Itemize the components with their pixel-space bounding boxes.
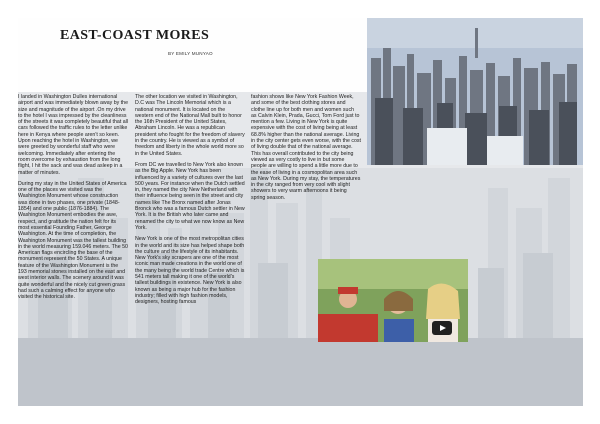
paragraph: fashion shows like New York Fashion Week, and some of the best clothing stores and clothe line up for both men and women such as Calvin Klein, Prada, Gucci, Tom Ford just to mention a few. Living in New York is quite expensive with the cost of living being at least 68.8% higher than the national average. Living in the city center gets even worse, with the cost of living double that of the national average. This has overall contributed to the city being viewed as very costly to live in but some people are willing to spend a little more due to the ease of living in a cosmopolitan area such as New York. During my stay, the temperatures in the city ranged from very cool with slight showers to very warm afternoons it being spring season.: [251, 94, 362, 201]
embedded-video[interactable]: [318, 259, 468, 342]
article-column-2: [135, 94, 245, 311]
article-column-1: [18, 94, 128, 306]
paragraph: I landed in Washington Dulles international airport and was immediately blown away by the size and magnitude of the airport .On my drive to the hotel I was impressed by the cleanliness of the streets it was completely beautiful that all cars followed the traffic rules to the letter unlike here in Kenya where people aren't so keen. Upon reaching the hotel in Washington, we were greeted by wonderful staff who were welcoming. Immediately after entering the room overcome by exhaustion from the long flight, I hit the sack and was dead asleep in a matter of minutes.: [18, 94, 129, 176]
article-column-3: [251, 94, 361, 206]
paragraph: New York is one of the most metropolitan cities in the world and its size has helped shape both the culture and the lifestyle of its inhabitants. New York's sky scrapers are one of the most iconic man made creations in the world one of the many being the world trade Centre which is 541 meters tall making it one of the world's tallest buildings in existence. New York is also known as being a major hub for the fashion industry; filled with high fashion models, designers, hosting famous: [135, 236, 245, 306]
article-title: EAST-COAST MORES: [60, 28, 210, 43]
article-byline: BY EMILY MUNYAO: [168, 51, 213, 56]
paragraph: From DC we travelled to New York also known as the Big Apple. New York has been influenced by a variety of cultures over the last 500 years. For instance when the Dutch settled in, they named the city New Netherland with their influence being seen in the street and city names like The Bronx named after Jonas Bronck who was a famous Dutch settler in New York. It is the British who later came and renamed the city to what we now know as New York.: [135, 161, 245, 231]
play-icon[interactable]: [432, 321, 452, 335]
paragraph: During my stay in the United States of America one of the places we visited was the Washington Monument whose construction was done in two phases, one private (1848-1854) and one public (1876-1884). The Washington Monument embodies the awe, respect, and gratitude the nation felt for its most essential Founding Father, George Washington. At the time of completion, the Washington Monument was the tallest building in the world measuring 159.046 meters. The 50 American flags encircling the base of the monument represent the 50 States. A unique feature of the Washington Monument is the 193 memorial stones installed on the east and west interior walls. The scenery around it was quite wonderful and the nicely cut green grass had such a calming effect for anyone who visited the historical site.: [18, 180, 128, 301]
paragraph: The other location we visited in Washington, D.C was The Lincoln Memorial which is a national monument. It is located on the western end of the National Mall built to honor the 16th President of the United States, Abraham Lincoln. He was a republican president who fought for the freedom of slavery in the country. He is viewed as a symbol of freedom and liberty in the whole world more so in the United States.: [135, 94, 245, 157]
skyline-photo: [367, 18, 583, 165]
magazine-page: [18, 18, 583, 406]
